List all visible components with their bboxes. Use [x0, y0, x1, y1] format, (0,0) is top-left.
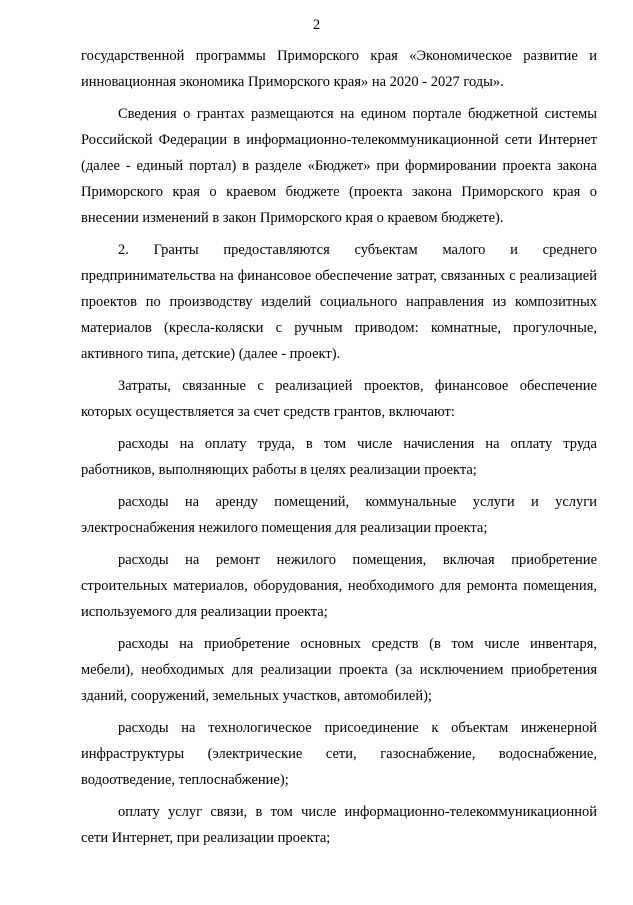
- list-item-fixed-assets: расходы на приобретение основных средств (в том числе инвентаря, мебели), необходимых для реализации проекта (за исключением приобретения зданий, сооружений, земельных участков, автомобилей);: [81, 636, 597, 704]
- paragraph-grant-info: Сведения о грантах размещаются на едином портале бюджетной системы Российской Федерации в информационно-телекоммуникационной сети Интернет (далее - единый портал) в разделе «Бюджет» при формировании проекта закона Приморского края о краевом бюджете (проекта закона Приморского края о внесении изменений в закон Приморского края о краевом бюджете).: [81, 106, 597, 226]
- list-item-labor-costs: расходы на оплату труда, в том числе начисления на оплату труда работников, выполняющих работы в целях реализации проекта;: [81, 436, 597, 478]
- list-item-repair-costs: расходы на ремонт нежилого помещения, включая приобретение строительных материалов, оборудования, необходимого для ремонта помещения, используемого для реализации проекта;: [81, 552, 597, 620]
- paragraph-item-2: 2. Гранты предоставляются субъектам малого и среднего предпринимательства на финансовое обеспечение затрат, связанных с реализацией проектов по производству изделий социального направления из композитных материалов (кресла-коляски с ручным приводом: комнатные, прогулочные, активного типа, детские) (далее - проект).: [81, 242, 597, 362]
- list-item-infrastructure: расходы на технологическое присоединение к объектам инженерной инфраструктуры (электрические сети, газоснабжение, водоснабжение, водоотведение, теплоснабжение);: [81, 720, 597, 788]
- document-body: [81, 43, 597, 851]
- paragraph-costs-intro: Затраты, связанные с реализацией проектов, финансовое обеспечение которых осуществляется за счет средств грантов, включают:: [81, 378, 597, 420]
- paragraph-continuation: государственной программы Приморского края «Экономическое развитие и инновационная экономика Приморского края» на 2020 - 2027 годы».: [81, 48, 597, 90]
- list-item-rent-costs: расходы на аренду помещений, коммунальные услуги и услуги электроснабжения нежилого помещения для реализации проекта;: [81, 494, 597, 536]
- list-item-communication: оплату услуг связи, в том числе информационно-телекоммуникационной сети Интернет, при реализации проекта;: [81, 804, 597, 846]
- page-number: 2: [312, 17, 321, 33]
